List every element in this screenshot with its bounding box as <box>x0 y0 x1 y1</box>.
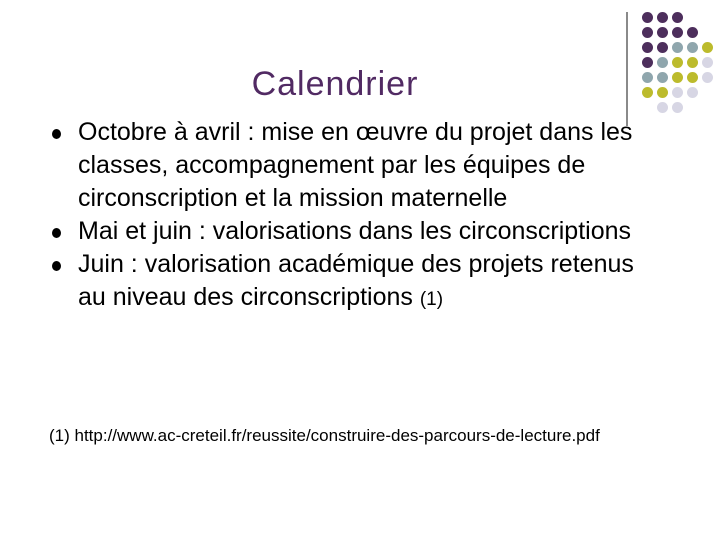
bullet-list <box>50 116 660 316</box>
decoration-dot <box>672 42 683 53</box>
bullet-item-october-april <box>50 116 660 215</box>
decoration-dot <box>672 102 683 113</box>
decoration-dot <box>687 42 698 53</box>
bullet-dot-icon <box>52 261 61 271</box>
decoration-dot <box>702 42 713 53</box>
decoration-dot <box>642 12 653 23</box>
footnote-link[interactable]: (1) http://www.ac-creteil.fr/reussite/construire-des-parcours-de-lecture.pdf <box>49 426 600 445</box>
decoration-dot <box>672 27 683 38</box>
decoration-dot <box>657 12 668 23</box>
decoration-dot <box>672 87 683 98</box>
footnote-reference: (1) <box>419 289 444 310</box>
decoration-dot <box>687 87 698 98</box>
decoration-dot <box>672 12 683 23</box>
decoration-dot <box>657 27 668 38</box>
bullet-item-june <box>50 248 660 316</box>
bullet-dot-icon <box>52 129 61 139</box>
decoration-dot <box>687 27 698 38</box>
decoration-dot <box>672 57 683 68</box>
decoration-dot <box>642 27 653 38</box>
decoration-dot <box>702 57 713 68</box>
decoration-dot <box>687 57 698 68</box>
decoration-dot <box>687 72 698 83</box>
decoration-dot <box>702 72 713 83</box>
decoration-dot <box>642 42 653 53</box>
bullet-text: Juin : valorisation académique des projets retenus au niveau des circonscriptions <box>78 250 634 311</box>
bullet-dot-icon <box>52 228 61 238</box>
bullet-text: Mai et juin : valorisations dans les circonscriptions <box>78 217 632 245</box>
decoration-dot <box>672 72 683 83</box>
bullet-text: Octobre à avril : mise en œuvre du projet dans les classes, accompagnement par les équipes de circonscription et la mission maternelle <box>78 118 633 212</box>
decoration-dot <box>657 42 668 53</box>
bullet-item-may-june <box>50 215 660 248</box>
slide-title: Calendrier <box>251 65 419 103</box>
